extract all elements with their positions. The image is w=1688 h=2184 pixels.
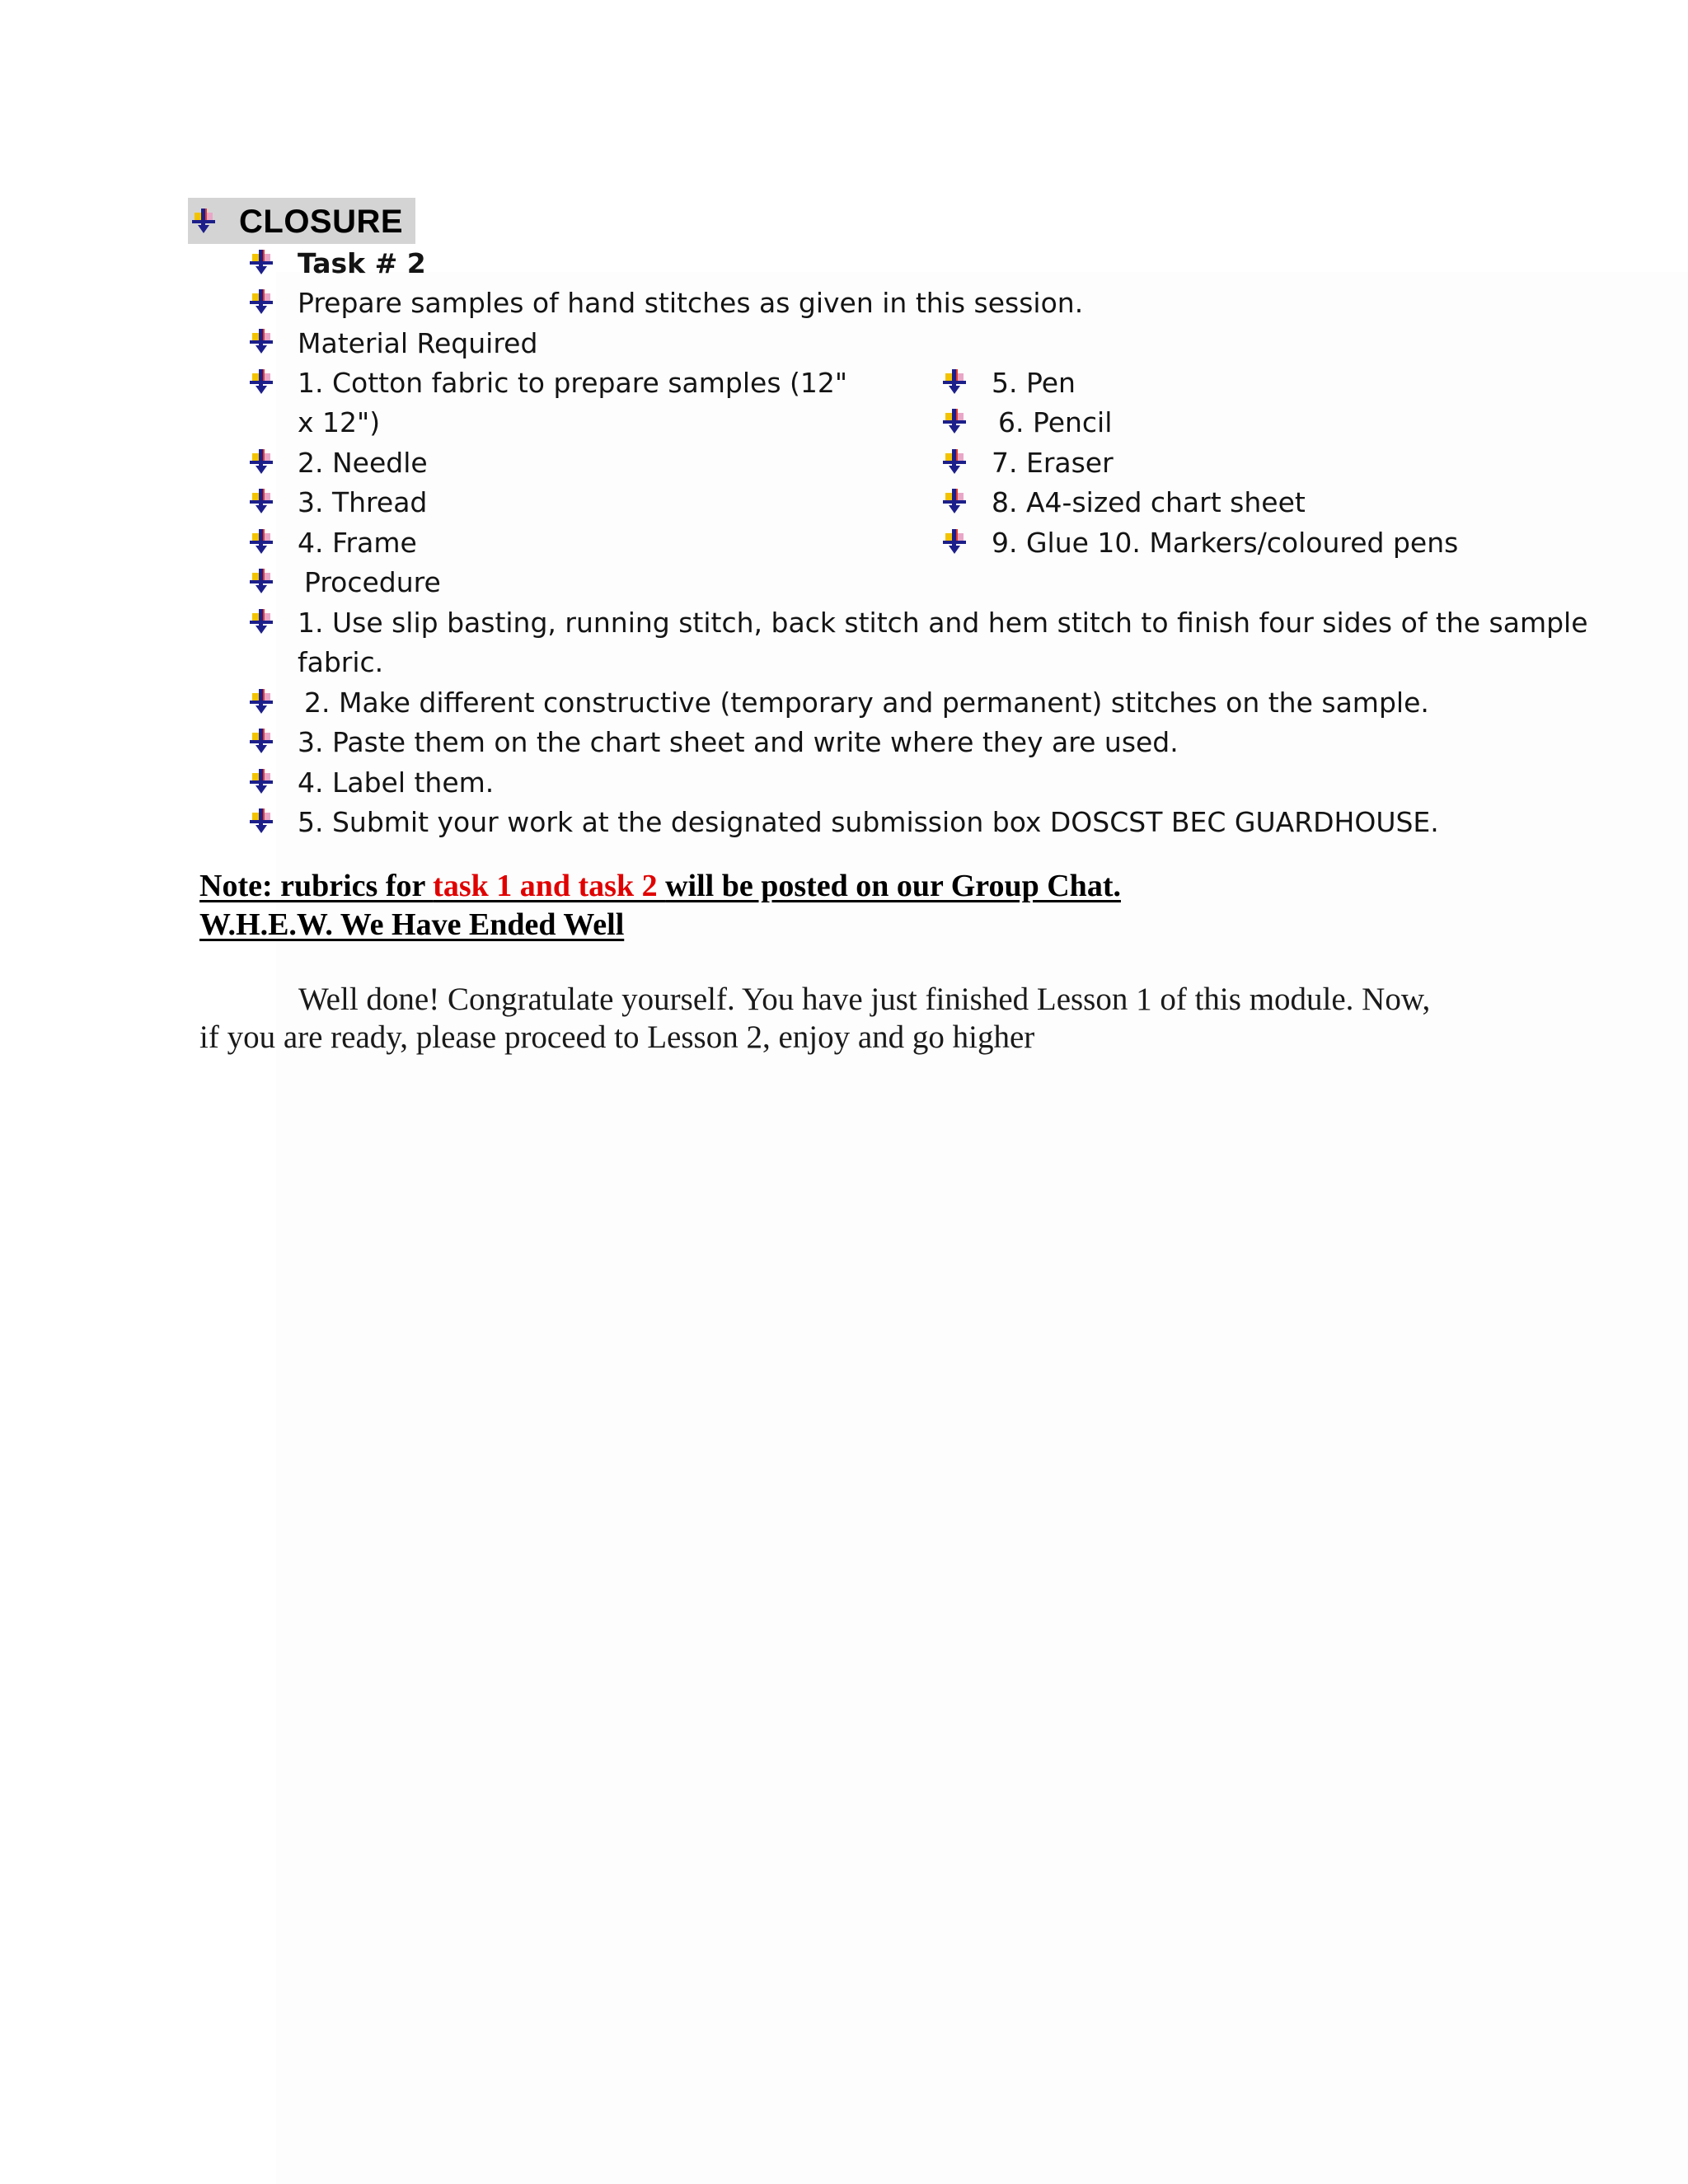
material-item-6: 6. Pencil (998, 406, 1113, 438)
arrow-down-bullet-icon (940, 448, 968, 476)
arrow-down-bullet-icon (247, 728, 275, 756)
material-item-1-cont: x 12") (298, 406, 381, 438)
arrow-down-bullet-icon (247, 249, 275, 277)
arrow-down-bullet-icon (247, 328, 275, 356)
arrow-down-bullet-icon (940, 488, 968, 516)
material-item-3: 3. Thread (298, 486, 428, 518)
material-item-8: 8. A4-sized chart sheet (992, 486, 1306, 518)
arrow-down-bullet-icon (247, 528, 275, 556)
arrow-down-bullet-icon (247, 768, 275, 796)
closing-line-2: if you are ready, please proceed to Lesson 2, enjoy and go higher (199, 1019, 1035, 1055)
note-prefix: Note: rubrics for (199, 869, 434, 903)
arrow-down-bullet-icon (940, 528, 968, 556)
arrow-down-bullet-icon (247, 608, 275, 636)
procedure-step-4: 4. Label them. (298, 766, 495, 799)
arrow-down-bullet-icon (940, 368, 968, 396)
arrow-down-bullet-icon (247, 488, 275, 516)
arrow-down-bullet-icon (247, 808, 275, 836)
material-item-2: 2. Needle (298, 447, 428, 479)
closing-line-1: Well done! Congratulate yourself. You have just finished Lesson 1 of this module. Now, (298, 982, 1431, 1017)
procedure-step-2: 2. Make different constructive (temporary and permanent) stitches on the sample. (304, 687, 1429, 719)
procedure-step-3: 3. Paste them on the chart sheet and write where they are used. (298, 726, 1179, 758)
arrow-down-bullet-icon (247, 688, 275, 716)
arrow-down-bullet-icon (940, 408, 968, 436)
task-intro: Prepare samples of hand stitches as given in this session. (298, 287, 1084, 319)
material-item-5: 5. Pen (992, 367, 1076, 399)
arrow-down-bullet-icon (190, 208, 218, 236)
arrow-down-bullet-icon (247, 368, 275, 396)
arrow-down-bullet-icon (247, 568, 275, 596)
task-title: Task # 2 (298, 247, 426, 279)
arrow-down-bullet-icon (247, 288, 275, 316)
material-label: Material Required (298, 327, 538, 359)
procedure-step-5: 5. Submit your work at the designated submission box DOSCST BEC GUARDHOUSE. (298, 806, 1439, 838)
material-item-1: 1. Cotton fabric to prepare samples (12" (298, 367, 848, 399)
rubrics-note (199, 867, 1121, 905)
closure-heading: CLOSURE (239, 204, 404, 240)
procedure-label: Procedure (304, 566, 441, 598)
whew-title: W.H.E.W. We Have Ended Well (199, 907, 625, 942)
procedure-step-1-cont: fabric. (298, 646, 384, 678)
page-background (276, 272, 1688, 2184)
material-item-4: 4. Frame (298, 527, 417, 559)
material-item-9: 9. Glue 10. Markers/coloured pens (992, 527, 1459, 559)
note-highlight: task 1 and task 2 (433, 869, 666, 903)
arrow-down-bullet-icon (247, 448, 275, 476)
note-suffix: will be posted on our Group Chat. (665, 869, 1121, 903)
procedure-step-1: 1. Use slip basting, running stitch, back stitch and hem stitch to finish four sides of the sample (298, 607, 1588, 639)
material-item-7: 7. Eraser (992, 447, 1114, 479)
